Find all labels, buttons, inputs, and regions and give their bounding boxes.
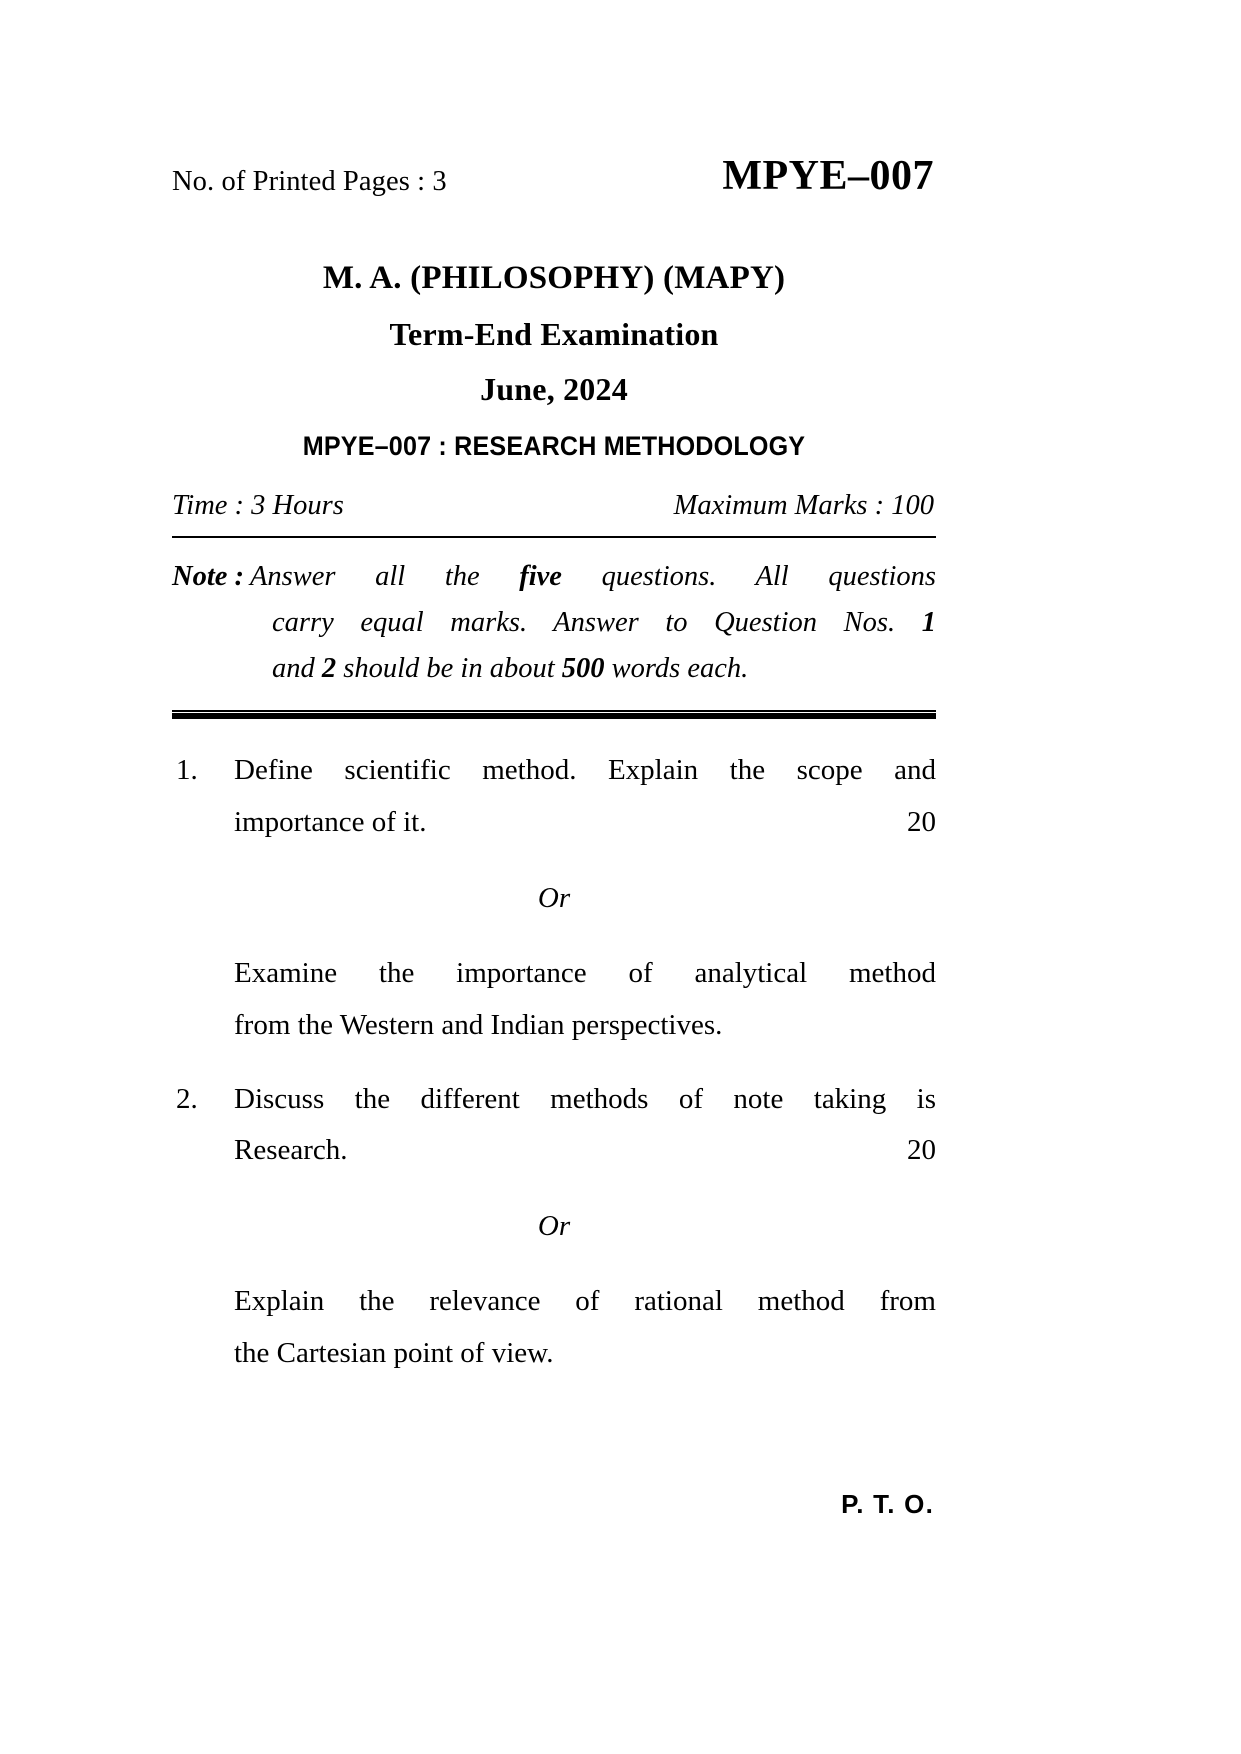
question-text-last-line xyxy=(234,1125,936,1177)
question-text-line: Define scientific method. Explain the scope and xyxy=(234,754,936,787)
question-marks: 20 xyxy=(907,1134,936,1167)
question-text: Research. xyxy=(234,1134,348,1167)
course-code: MPYE–007 xyxy=(722,153,934,199)
page-turn-over-label: P. T. O. xyxy=(841,1489,934,1519)
question-number: 2. xyxy=(176,1082,198,1115)
alt-text-line: from the Western and Indian perspectives. xyxy=(234,1008,723,1041)
question-item xyxy=(172,1074,936,1177)
instructions-note xyxy=(172,554,936,692)
exam-meta-row xyxy=(172,490,936,528)
page-header xyxy=(172,153,936,220)
note-text-a: Answer all the xyxy=(250,561,520,592)
page-content xyxy=(172,153,936,1380)
alt-text-line: Examine the importance of analytical method xyxy=(234,957,936,990)
note-line-3 xyxy=(272,646,936,692)
title-block xyxy=(172,262,936,462)
meta-divider xyxy=(172,536,936,538)
note-line3-c: should be in about xyxy=(336,653,562,685)
note-line2-text: carry equal marks. Answer to Question Nos. xyxy=(272,607,922,639)
note-emphasis-two: 2 xyxy=(321,653,337,685)
exam-max-marks: Maximum Marks : 100 xyxy=(673,490,934,521)
exam-type-title: Term-End Examination xyxy=(389,316,719,352)
question-text-last-line xyxy=(234,797,936,849)
or-separator: Or xyxy=(537,1209,571,1242)
printed-pages-label: No. of Printed Pages : 3 xyxy=(172,166,447,197)
alt-text-line: Explain the relevance of rational method from xyxy=(234,1285,936,1318)
alt-text-line: the Cartesian point of view. xyxy=(234,1336,554,1369)
note-emphasis-five: five xyxy=(519,561,562,592)
question-text-line: Discuss the different methods of note taking is xyxy=(234,1082,936,1115)
question-number: 1. xyxy=(176,754,198,787)
note-emphasis-one: 1 xyxy=(921,607,936,639)
note-text-c: questions. All questions xyxy=(561,561,936,592)
exam-duration: Time : 3 Hours xyxy=(172,490,344,521)
question-alternative xyxy=(172,1276,936,1379)
note-line-1 xyxy=(172,554,936,600)
programme-title: M. A. (PHILOSOPHY) (MAPY) xyxy=(322,260,786,296)
question-text: importance of it. xyxy=(234,806,427,839)
note-label: Note : xyxy=(172,561,245,592)
note-line-2 xyxy=(272,600,936,646)
subject-title: MPYE–007 : RESEARCH METHODOLOGY xyxy=(302,431,806,461)
question-item xyxy=(172,745,936,848)
note-line-1-body xyxy=(250,554,936,600)
note-emphasis-500: 500 xyxy=(561,653,605,685)
exam-session: June, 2024 xyxy=(480,371,628,407)
question-gap xyxy=(172,1052,936,1074)
note-line3-a: and xyxy=(272,653,322,685)
question-marks: 20 xyxy=(907,806,936,839)
note-line3-e: words each. xyxy=(604,653,749,685)
question-alternative xyxy=(172,948,936,1051)
questions-list xyxy=(172,745,936,1379)
or-separator: Or xyxy=(537,881,571,914)
page-footer xyxy=(172,1480,936,1520)
section-divider xyxy=(172,710,936,719)
